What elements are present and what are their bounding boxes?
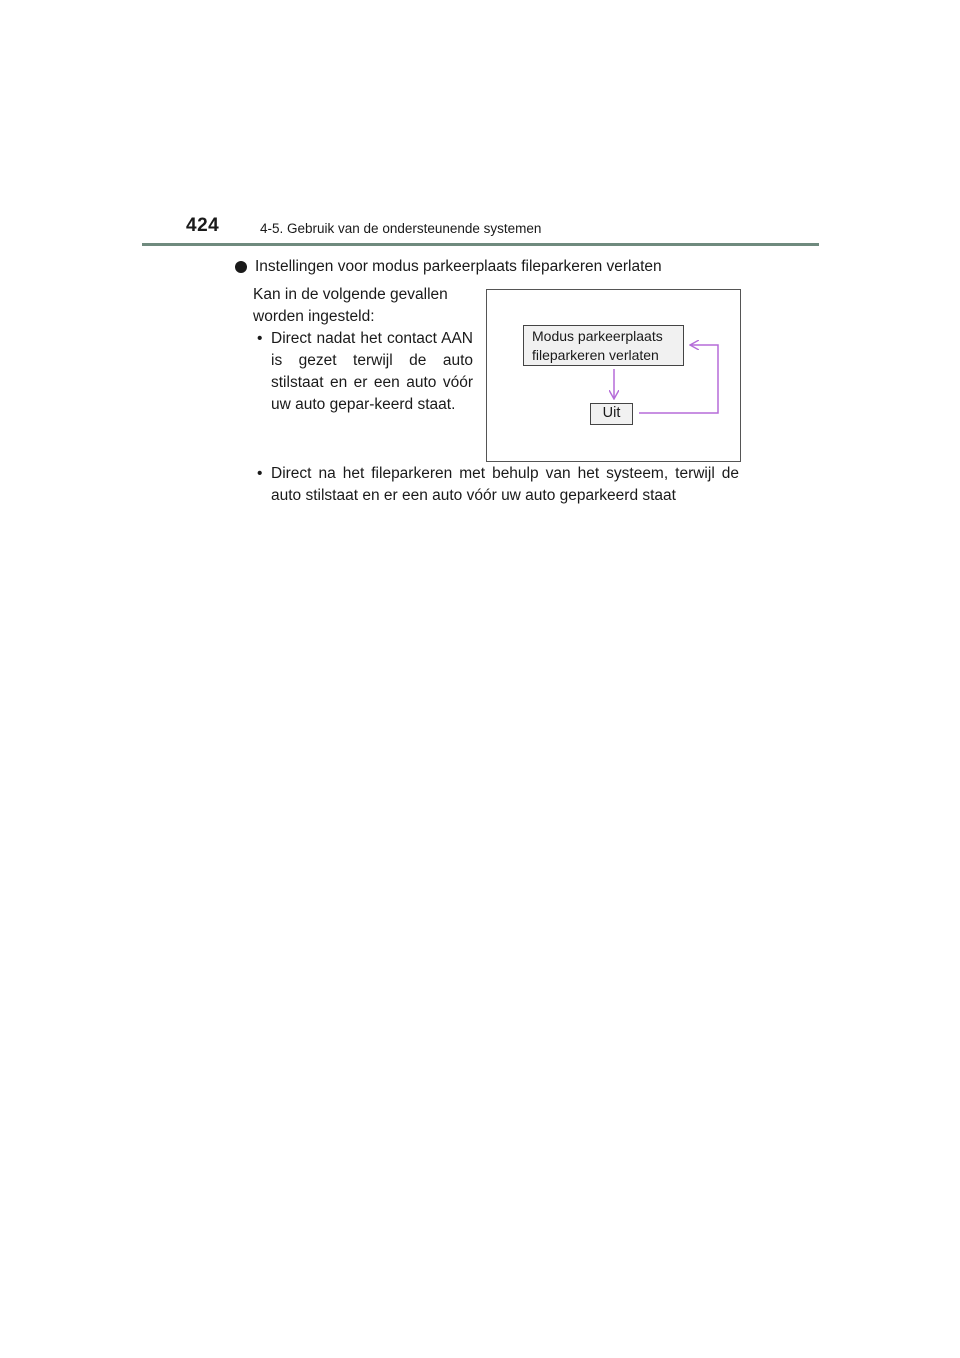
intro-text: Kan in de volgende gevallen worden ingesteld: — [253, 286, 448, 325]
list-item-text: Direct na het fileparkeren met behulp van het systeem, terwijl de auto stilstaat en er een auto vóór uw auto geparkeerd staat — [271, 465, 739, 504]
mode-label-line2: fileparkeren verlaten — [532, 347, 659, 363]
page-number: 424 — [186, 215, 220, 236]
bullet-disc-icon — [235, 261, 247, 273]
list-item — [257, 463, 739, 507]
mode-state-box — [523, 325, 684, 366]
section-title: 4-5. Gebruik van de ondersteunende systemen — [260, 221, 542, 236]
list-item — [257, 328, 473, 416]
bullet-dot: • — [257, 465, 263, 482]
figure-frame — [486, 289, 741, 462]
item-heading — [235, 258, 662, 276]
item-heading-text: Instellingen voor modus parkeerplaats fileparkeren verlaten — [255, 258, 662, 275]
off-state-box — [590, 403, 633, 425]
bullet-dot: • — [257, 330, 263, 347]
mode-label-line1: Modus parkeerplaats — [532, 328, 663, 344]
list-item-text: Direct nadat het contact AAN is gezet terwijl de auto stilstaat en er een auto vóór uw auto gepar-keerd staat. — [271, 330, 473, 413]
off-label: Uit — [602, 405, 621, 421]
header-rule — [142, 243, 819, 246]
